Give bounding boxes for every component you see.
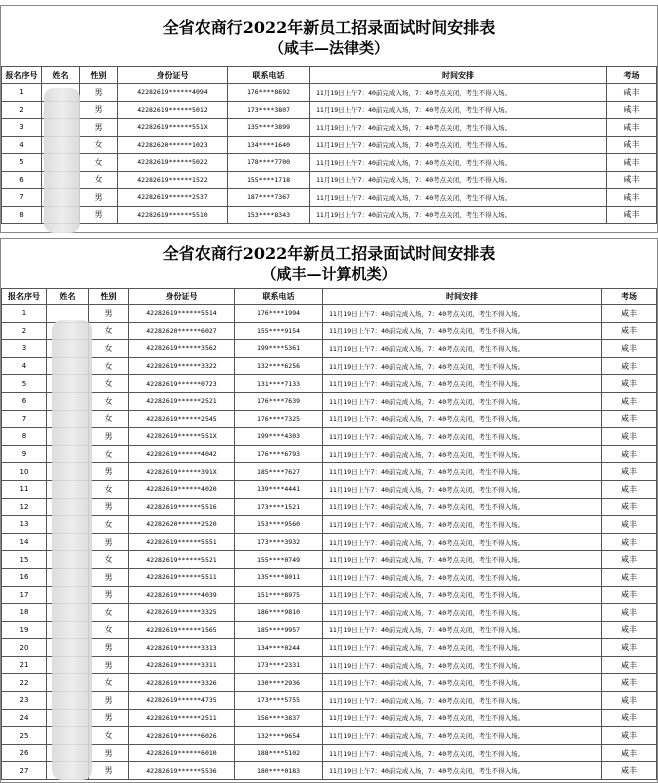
id-number-cell: 42282619******6026: [129, 727, 235, 745]
table-row: [2, 445, 657, 463]
sheet-subtitle: （咸丰—法律类）: [268, 39, 389, 57]
exam-room-cell: 咸丰: [602, 357, 657, 375]
schedule-cell: 11月19日上午7：40前完成入场，7：40考点关闭，考生不得入场。: [323, 357, 602, 375]
gender-cell: 男: [89, 744, 129, 762]
exam-room-cell: 咸丰: [602, 709, 657, 727]
schedule-cell: 11月19日上午7：40前完成入场，7：40考点关闭，考生不得入场。: [323, 674, 602, 692]
row-number-cell: 8: [2, 428, 47, 446]
sheet-title: 全省农商行2022年新员工招录面试时间安排表: [162, 244, 496, 263]
row-number-cell: 26: [2, 744, 47, 762]
table-row: [2, 84, 657, 102]
schedule-cell: 11月19日上午7：40前完成入场，7：40考点关闭，考生不得入场。: [323, 551, 602, 569]
exam-room-cell: 咸丰: [602, 621, 657, 639]
gender-cell: 女: [80, 171, 118, 189]
table-row: [2, 639, 657, 657]
schedule-cell: 11月19日上午7：40前完成入场，7：40考点关闭，考生不得入场。: [323, 639, 602, 657]
exam-room-cell: 咸丰: [602, 480, 657, 498]
id-number-cell: 42282619******5536: [129, 762, 235, 780]
gender-cell: 女: [89, 322, 129, 340]
phone-cell: 130****2936: [235, 674, 323, 692]
exam-room-cell: 咸丰: [607, 206, 657, 224]
phone-cell: 153****8343: [228, 206, 310, 224]
table-row: [2, 322, 657, 340]
schedule-cell: 11月19日上午7：40前完成入场，7：40考点关闭，考生不得入场。: [310, 206, 607, 224]
table-row: [2, 136, 657, 154]
phone-cell: 151****8975: [235, 586, 323, 604]
id-number-cell: 42282619******4020: [129, 480, 235, 498]
exam-room-cell: 咸丰: [602, 375, 657, 393]
schedule-cell: 11月19日上午7：40前完成入场，7：40考点关闭，考生不得入场。: [323, 744, 602, 762]
exam-room-cell: 咸丰: [602, 445, 657, 463]
schedule-cell: 11月19日上午7：40前完成入场，7：40考点关闭，考生不得入场。: [323, 727, 602, 745]
exam-room-cell: 咸丰: [602, 744, 657, 762]
id-number-cell: 42282619******5510: [118, 206, 228, 224]
phone-cell: 185****7627: [235, 463, 323, 481]
row-number-cell: 10: [2, 463, 47, 481]
table-row: [2, 357, 657, 375]
phone-cell: 199****5361: [235, 340, 323, 358]
id-number-cell: 42282620******2520: [129, 516, 235, 534]
id-number-cell: 42282619******1522: [118, 171, 228, 189]
gender-cell: 女: [89, 516, 129, 534]
row-number-cell: 21: [2, 656, 47, 674]
phone-cell: 135****8011: [235, 568, 323, 586]
table-row: [2, 762, 657, 780]
gender-cell: 男: [89, 639, 129, 657]
gender-cell: 男: [80, 189, 118, 207]
phone-cell: 199****4303: [235, 428, 323, 446]
column-header: 性别: [89, 289, 129, 305]
gender-cell: 女: [89, 727, 129, 745]
table-row: [2, 101, 657, 119]
gender-cell: 男: [89, 305, 129, 323]
row-number-cell: 20: [2, 639, 47, 657]
schedule-cell: 11月19日上午7：40前完成入场，7：40考点关闭，考生不得入场。: [310, 119, 607, 137]
table-row: [2, 533, 657, 551]
table-row: [2, 692, 657, 710]
column-header: 考场: [607, 67, 657, 84]
phone-cell: 176****6793: [235, 445, 323, 463]
exam-room-cell: 咸丰: [602, 604, 657, 622]
schedule-cell: 11月19日上午7：40前完成入场，7：40考点关闭，考生不得入场。: [323, 586, 602, 604]
table-row: [2, 709, 657, 727]
table-row: [2, 428, 657, 446]
row-number-cell: 2: [2, 101, 42, 119]
gender-cell: 女: [80, 154, 118, 172]
exam-room-cell: 咸丰: [607, 84, 657, 102]
redaction-blur: [52, 320, 92, 780]
column-header: 姓名: [47, 289, 89, 305]
row-number-cell: 1: [2, 305, 47, 323]
gender-cell: 男: [80, 206, 118, 224]
table-row: [2, 480, 657, 498]
row-number-cell: 5: [2, 375, 47, 393]
row-number-cell: 23: [2, 692, 47, 710]
table-row: [2, 305, 657, 323]
schedule-cell: 11月19日上午7：40前完成入场，7：40考点关闭，考生不得入场。: [323, 533, 602, 551]
exam-room-cell: 咸丰: [602, 498, 657, 516]
column-header: 报名序号: [2, 67, 42, 84]
schedule-cell: 11月19日上午7：40前完成入场，7：40考点关闭，考生不得入场。: [310, 101, 607, 119]
phone-cell: 155****1718: [228, 171, 310, 189]
phone-cell: 153****9560: [235, 516, 323, 534]
row-number-cell: 5: [2, 154, 42, 172]
schedule-cell: 11月19日上午7：40前完成入场，7：40考点关闭，考生不得入场。: [310, 189, 607, 207]
exam-room-cell: 咸丰: [602, 428, 657, 446]
gender-cell: 男: [89, 498, 129, 516]
table-row: [2, 604, 657, 622]
schedule-cell: 11月19日上午7：40前完成入场，7：40考点关闭，考生不得入场。: [323, 392, 602, 410]
phone-cell: 173****1521: [235, 498, 323, 516]
id-number-cell: 42282619******3313: [129, 639, 235, 657]
phone-cell: 176****7639: [235, 392, 323, 410]
column-header: 报名序号: [2, 289, 47, 305]
table-row: [2, 410, 657, 428]
row-number-cell: 2: [2, 322, 47, 340]
table-row: [2, 674, 657, 692]
gender-cell: 女: [89, 357, 129, 375]
phone-cell: 139****4441: [235, 480, 323, 498]
phone-cell: 131****7133: [235, 375, 323, 393]
exam-room-cell: 咸丰: [602, 463, 657, 481]
id-number-cell: 42282619******2511: [129, 709, 235, 727]
row-number-cell: 14: [2, 533, 47, 551]
exam-room-cell: 咸丰: [607, 101, 657, 119]
id-number-cell: 42282619******3325: [129, 604, 235, 622]
schedule-cell: 11月19日上午7：40前完成入场，7：40考点关闭，考生不得入场。: [323, 709, 602, 727]
row-number-cell: 3: [2, 340, 47, 358]
column-header: 身份证号: [118, 67, 228, 84]
id-number-cell: 42282619******5022: [118, 154, 228, 172]
schedule-cell: 11月19日上午7：40前完成入场，7：40考点关闭，考生不得入场。: [323, 604, 602, 622]
id-number-cell: 42282619******4042: [129, 445, 235, 463]
sheet-subtitle: （咸丰—计算机类）: [261, 265, 397, 283]
gender-cell: 男: [89, 656, 129, 674]
id-number-cell: 42282619******2537: [118, 189, 228, 207]
phone-cell: 132****6256: [235, 357, 323, 375]
exam-room-cell: 咸丰: [602, 392, 657, 410]
id-number-cell: 42282619******2521: [129, 392, 235, 410]
row-number-cell: 13: [2, 516, 47, 534]
phone-cell: 134****1640: [228, 136, 310, 154]
id-number-cell: 42282619******3562: [129, 340, 235, 358]
exam-room-cell: 咸丰: [607, 136, 657, 154]
schedule-cell: 11月19日上午7：40前完成入场，7：40考点关闭，考生不得入场。: [323, 498, 602, 516]
schedule-cell: 11月19日上午7：40前完成入场，7：40考点关闭，考生不得入场。: [323, 322, 602, 340]
id-number-cell: 42282619******5551: [129, 533, 235, 551]
gender-cell: 男: [89, 463, 129, 481]
column-header: 姓名: [42, 67, 80, 84]
row-number-cell: 6: [2, 392, 47, 410]
schedule-cell: 11月19日上午7：40前完成入场，7：40考点关闭，考生不得入场。: [323, 375, 602, 393]
id-number-cell: 42282619******5012: [118, 101, 228, 119]
phone-cell: 187****7367: [228, 189, 310, 207]
id-number-cell: 42282619******6010: [129, 744, 235, 762]
exam-room-cell: 咸丰: [602, 727, 657, 745]
gender-cell: 女: [89, 340, 129, 358]
column-header: 考场: [602, 289, 657, 305]
header-row: [2, 67, 657, 84]
table-row: [2, 206, 657, 224]
gender-cell: 女: [89, 674, 129, 692]
phone-cell: 173****2331: [235, 656, 323, 674]
gender-cell: 男: [80, 101, 118, 119]
table-row: [2, 656, 657, 674]
gender-cell: 男: [89, 762, 129, 780]
exam-room-cell: 咸丰: [602, 305, 657, 323]
table-row: [2, 189, 657, 207]
schedule-cell: 11月19日上午7：40前完成入场，7：40考点关闭，考生不得入场。: [310, 84, 607, 102]
schedule-cell: 11月19日上午7：40前完成入场，7：40考点关闭，考生不得入场。: [323, 410, 602, 428]
exam-room-cell: 咸丰: [607, 119, 657, 137]
phone-cell: 176****8692: [228, 84, 310, 102]
table-row: [2, 498, 657, 516]
phone-cell: 180****0183: [235, 762, 323, 780]
gender-cell: 男: [80, 84, 118, 102]
schedule-cell: 11月19日上午7：40前完成入场，7：40考点关闭，考生不得入场。: [323, 516, 602, 534]
phone-cell: 155****0749: [235, 551, 323, 569]
phone-cell: 173****5755: [235, 692, 323, 710]
exam-room-cell: 咸丰: [602, 656, 657, 674]
schedule-cell: 11月19日上午7：40前完成入场，7：40考点关闭，考生不得入场。: [323, 480, 602, 498]
id-number-cell: 42282619******551X: [129, 428, 235, 446]
row-number-cell: 24: [2, 709, 47, 727]
schedule-cell: 11月19日上午7：40前完成入场，7：40考点关闭，考生不得入场。: [323, 656, 602, 674]
row-number-cell: 4: [2, 136, 42, 154]
id-number-cell: 42282619******2545: [129, 410, 235, 428]
table-row: [2, 744, 657, 762]
exam-room-cell: 咸丰: [602, 516, 657, 534]
column-header: 联系电话: [235, 289, 323, 305]
id-number-cell: 42282619******551X: [118, 119, 228, 137]
table-row: [2, 516, 657, 534]
schedule-cell: 11月19日上午7：40前完成入场，7：40考点关闭，考生不得入场。: [310, 171, 607, 189]
table-row: [2, 392, 657, 410]
schedule-cell: 11月19日上午7：40前完成入场，7：40考点关闭，考生不得入场。: [323, 762, 602, 780]
gender-cell: 女: [89, 410, 129, 428]
schedule-sheet-computer: [0, 238, 658, 783]
phone-cell: 176****7325: [235, 410, 323, 428]
exam-room-cell: 咸丰: [607, 189, 657, 207]
id-number-cell: 42282619******3322: [129, 357, 235, 375]
row-number-cell: 19: [2, 621, 47, 639]
id-number-cell: 42282619******5516: [129, 498, 235, 516]
id-number-cell: 42282619******4735: [129, 692, 235, 710]
phone-cell: 185****9957: [235, 621, 323, 639]
phone-cell: 132****9654: [235, 727, 323, 745]
id-number-cell: 42282620******1023: [118, 136, 228, 154]
row-number-cell: 3: [2, 119, 42, 137]
phone-cell: 155****9154: [235, 322, 323, 340]
gender-cell: 男: [89, 533, 129, 551]
phone-cell: 135****3899: [228, 119, 310, 137]
id-number-cell: 42282619******4094: [118, 84, 228, 102]
schedule-table: [1, 66, 657, 224]
schedule-cell: 11月19日上午7：40前完成入场，7：40考点关闭，考生不得入场。: [323, 445, 602, 463]
id-number-cell: 42282619******5511: [129, 568, 235, 586]
exam-room-cell: 咸丰: [602, 322, 657, 340]
gender-cell: 女: [89, 445, 129, 463]
table-row: [2, 551, 657, 569]
gender-cell: 男: [89, 709, 129, 727]
schedule-cell: 11月19日上午7：40前完成入场，7：40考点关闭，考生不得入场。: [323, 621, 602, 639]
column-header: 身份证号: [129, 289, 235, 305]
schedule-cell: 11月19日上午7：40前完成入场，7：40考点关闭，考生不得入场。: [323, 340, 602, 358]
phone-cell: 173****3807: [228, 101, 310, 119]
row-number-cell: 11: [2, 480, 47, 498]
phone-cell: 178****7700: [228, 154, 310, 172]
exam-room-cell: 咸丰: [602, 533, 657, 551]
phone-cell: 188****5102: [235, 744, 323, 762]
redaction-blur: [44, 88, 80, 233]
gender-cell: 男: [89, 586, 129, 604]
exam-room-cell: 咸丰: [607, 154, 657, 172]
sheet-title: 全省农商行2022年新员工招录面试时间安排表: [162, 18, 496, 37]
column-header: 时间安排: [310, 67, 607, 84]
exam-room-cell: 咸丰: [602, 551, 657, 569]
table-row: [2, 568, 657, 586]
schedule-sheet-law: [0, 5, 658, 233]
row-number-cell: 27: [2, 762, 47, 780]
gender-cell: 女: [89, 375, 129, 393]
row-number-cell: 16: [2, 568, 47, 586]
id-number-cell: 42282619******5521: [129, 551, 235, 569]
gender-cell: 女: [89, 604, 129, 622]
exam-room-cell: 咸丰: [602, 639, 657, 657]
schedule-cell: 11月19日上午7：40前完成入场，7：40考点关闭，考生不得入场。: [323, 305, 602, 323]
phone-cell: 173****3932: [235, 533, 323, 551]
phone-cell: 176****1994: [235, 305, 323, 323]
row-number-cell: 7: [2, 189, 42, 207]
table-row: [2, 586, 657, 604]
gender-cell: 男: [89, 568, 129, 586]
row-number-cell: 6: [2, 171, 42, 189]
row-number-cell: 12: [2, 498, 47, 516]
row-number-cell: 22: [2, 674, 47, 692]
gender-cell: 女: [89, 480, 129, 498]
id-number-cell: 42282619******5514: [129, 305, 235, 323]
row-number-cell: 1: [2, 84, 42, 102]
schedule-cell: 11月19日上午7：40前完成入场，7：40考点关闭，考生不得入场。: [310, 154, 607, 172]
gender-cell: 女: [80, 136, 118, 154]
row-number-cell: 7: [2, 410, 47, 428]
gender-cell: 女: [89, 392, 129, 410]
gender-cell: 女: [89, 621, 129, 639]
schedule-cell: 11月19日上午7：40前完成入场，7：40考点关闭，考生不得入场。: [323, 463, 602, 481]
exam-room-cell: 咸丰: [602, 692, 657, 710]
phone-cell: 134****0244: [235, 639, 323, 657]
schedule-cell: 11月19日上午7：40前完成入场，7：40考点关闭，考生不得入场。: [323, 692, 602, 710]
table-row: [2, 463, 657, 481]
gender-cell: 男: [80, 119, 118, 137]
table-row: [2, 727, 657, 745]
table-row: [2, 171, 657, 189]
id-number-cell: 42282620******6027: [129, 322, 235, 340]
exam-room-cell: 咸丰: [602, 762, 657, 780]
id-number-cell: 42282619******4039: [129, 586, 235, 604]
schedule-cell: 11月19日上午7：40前完成入场，7：40考点关闭，考生不得入场。: [323, 428, 602, 446]
schedule-cell: 11月19日上午7：40前完成入场，7：40考点关闭，考生不得入场。: [323, 568, 602, 586]
exam-room-cell: 咸丰: [607, 171, 657, 189]
exam-room-cell: 咸丰: [602, 410, 657, 428]
table-row: [2, 154, 657, 172]
column-header: 时间安排: [323, 289, 602, 305]
id-number-cell: 42282619******3311: [129, 656, 235, 674]
exam-room-cell: 咸丰: [602, 674, 657, 692]
row-number-cell: 17: [2, 586, 47, 604]
exam-room-cell: 咸丰: [602, 586, 657, 604]
id-number-cell: 42282619******1565: [129, 621, 235, 639]
column-header: 性别: [80, 67, 118, 84]
header-row: [2, 289, 657, 305]
phone-cell: 186****9810: [235, 604, 323, 622]
table-row: [2, 340, 657, 358]
row-number-cell: 18: [2, 604, 47, 622]
schedule-table: [1, 288, 657, 780]
table-row: [2, 375, 657, 393]
exam-room-cell: 咸丰: [602, 568, 657, 586]
row-number-cell: 4: [2, 357, 47, 375]
id-number-cell: 42282619******3326: [129, 674, 235, 692]
row-number-cell: 15: [2, 551, 47, 569]
schedule-cell: 11月19日上午7：40前完成入场，7：40考点关闭，考生不得入场。: [310, 136, 607, 154]
row-number-cell: 25: [2, 727, 47, 745]
id-number-cell: 42282619******391X: [129, 463, 235, 481]
table-row: [2, 119, 657, 137]
column-header: 联系电话: [228, 67, 310, 84]
exam-room-cell: 咸丰: [602, 340, 657, 358]
table-row: [2, 621, 657, 639]
row-number-cell: 9: [2, 445, 47, 463]
row-number-cell: 8: [2, 206, 42, 224]
gender-cell: 男: [89, 692, 129, 710]
id-number-cell: 42282619******0723: [129, 375, 235, 393]
gender-cell: 男: [89, 428, 129, 446]
phone-cell: 156****3837: [235, 709, 323, 727]
gender-cell: 女: [89, 551, 129, 569]
